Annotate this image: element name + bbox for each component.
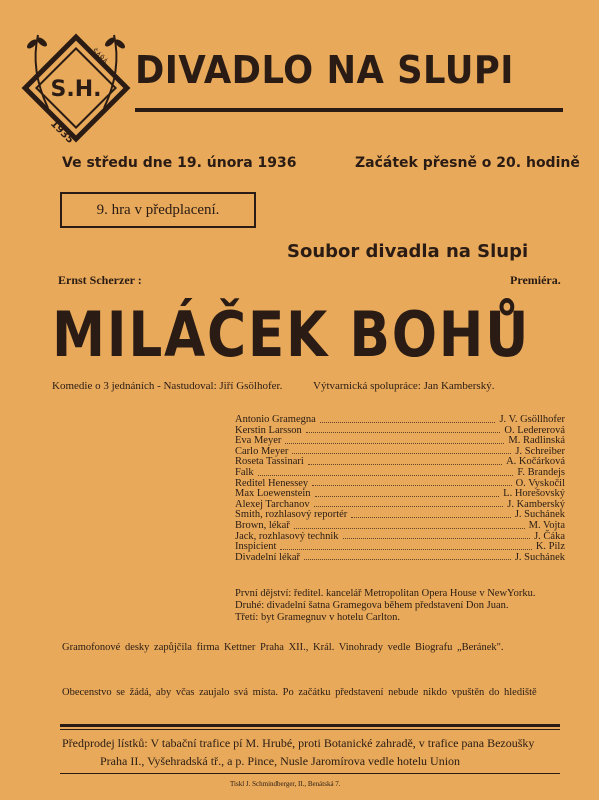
cast-role: Antonio Gramegna bbox=[235, 414, 316, 425]
leader-dots bbox=[258, 475, 514, 476]
leader-dots bbox=[312, 485, 511, 486]
cast-actor: O. Vyskočil bbox=[515, 477, 565, 489]
cast-actor: A. Kočárková bbox=[506, 456, 565, 468]
cast-row bbox=[235, 532, 565, 543]
leader-dots bbox=[314, 506, 504, 507]
cast-role: Divadelní lékař bbox=[235, 551, 301, 563]
cast-row bbox=[235, 457, 565, 468]
cast-actor: J. Kamberský bbox=[507, 498, 565, 510]
genre-director: Komedie o 3 jednáních - Nastudoval: Jiří Gsölhofer. bbox=[52, 380, 283, 392]
printer-credit: Tiskl J. Schmindberger, II., Benátská 7. bbox=[230, 780, 341, 788]
event-date: Ve středu dne 19. února 1936 bbox=[62, 155, 297, 171]
cast-role: Smith, rozhlasový reportér bbox=[235, 509, 348, 521]
ensemble-name: Soubor divadla na Slupi bbox=[287, 241, 529, 262]
cast-actor: K. Pilz bbox=[535, 541, 565, 553]
leader-dots bbox=[294, 528, 525, 529]
cast-role: Jack, rozhlasový technik bbox=[235, 530, 339, 542]
cast-role: Eva Meyer bbox=[235, 435, 282, 447]
leader-dots bbox=[308, 464, 502, 465]
cast-actor: J. Suchánek bbox=[514, 551, 565, 563]
design-credit: Výtvarnická spolupráce: Jan Kamberský. bbox=[313, 380, 495, 392]
act-line: První dějství: ředitel. kancelář Metropolitan Opera House v NewYorku. bbox=[235, 588, 536, 599]
presale-line-2: Praha II., Vyšehradská tř., a p. Pince, Nusle Jaromírova vedle hotelu Union bbox=[100, 754, 461, 768]
cast-actor: J. Suchánek bbox=[514, 509, 565, 521]
cast-row bbox=[235, 415, 565, 426]
subscription-label: 9. hra v předplacení. bbox=[96, 201, 220, 218]
cast-role: Kerstin Larsson bbox=[235, 424, 302, 436]
logo-letters: ŠÁŘÁ bbox=[89, 47, 109, 67]
records-note: Gramofonové desky zapůjčila firma Kettner Praha XII., Král. Vinohrady vedle Biografu „Beránek". bbox=[62, 642, 504, 653]
leader-dots bbox=[304, 559, 511, 560]
cast-actor: M. Radlinská bbox=[508, 435, 565, 447]
logo-year: 1935 bbox=[48, 118, 76, 146]
leader-dots bbox=[320, 422, 496, 423]
cast-role: Alexej Tarchanov bbox=[235, 498, 310, 510]
act-settings bbox=[235, 588, 535, 624]
leader-dots bbox=[280, 549, 531, 550]
presale-line-1: Předprodej lístků: V tabační trafice pí M. Hrubé, proti Botanické zahradě, v trafice pana Bezoušky bbox=[62, 736, 535, 750]
cast-role: Inspicient bbox=[235, 541, 277, 553]
leader-dots bbox=[351, 517, 511, 518]
theatre-logo bbox=[20, 30, 132, 148]
divider bbox=[60, 729, 560, 730]
title-rule bbox=[135, 108, 563, 112]
subscription-box bbox=[60, 192, 256, 228]
cast-actor: F. Brandejs bbox=[517, 466, 565, 478]
cast-list bbox=[235, 415, 565, 563]
leader-dots bbox=[315, 496, 500, 497]
act-line: Druhé: divadelní šatna Gramegova během představení Don Juan. bbox=[235, 600, 509, 611]
cast-role: Roseta Tassinari bbox=[235, 456, 304, 468]
act-line: Třetí: byt Gramegnuv v hotelu Carlton. bbox=[235, 612, 401, 623]
cast-role: Carlo Meyer bbox=[235, 445, 289, 457]
theatre-name: DIVADLO NA SLUPI bbox=[135, 48, 514, 92]
play-title: MILÁČEK BOHŮ bbox=[52, 298, 531, 371]
cast-actor: J. V. Gsöllhofer bbox=[499, 414, 565, 425]
cast-row bbox=[235, 468, 565, 479]
leader-dots bbox=[292, 453, 511, 454]
cast-actor: M. Vojta bbox=[528, 519, 565, 531]
leader-dots bbox=[343, 538, 531, 539]
event-start-time: Začátek přesně o 20. hodině bbox=[355, 155, 580, 171]
author: Ernst Scherzer : bbox=[58, 273, 142, 287]
cast-role: Falk bbox=[235, 466, 254, 478]
cast-row bbox=[235, 521, 565, 532]
leader-dots bbox=[306, 432, 501, 433]
divider bbox=[60, 773, 560, 774]
premiere-label: Premiéra. bbox=[510, 273, 561, 287]
cast-row bbox=[235, 553, 565, 564]
leader-dots bbox=[285, 443, 504, 444]
cast-role: Reditel Henessey bbox=[235, 477, 309, 489]
cast-role: Brown, lékař bbox=[235, 519, 290, 531]
logo-initials: S.H. bbox=[50, 77, 102, 102]
cast-actor: O. Ledererová bbox=[504, 424, 565, 436]
audience-note: Obecenstvo se žádá, aby včas zaujalo svá místa. Po začátku představení nebude nikdo vpuštěn do hlediště bbox=[62, 687, 537, 698]
cast-role: Max Loewenstein bbox=[235, 488, 311, 500]
cast-actor: J. Schreiber bbox=[515, 445, 565, 457]
divider bbox=[60, 724, 560, 727]
cast-actor: J. Čáka bbox=[534, 530, 565, 542]
cast-actor: L. Horešovský bbox=[503, 488, 565, 500]
